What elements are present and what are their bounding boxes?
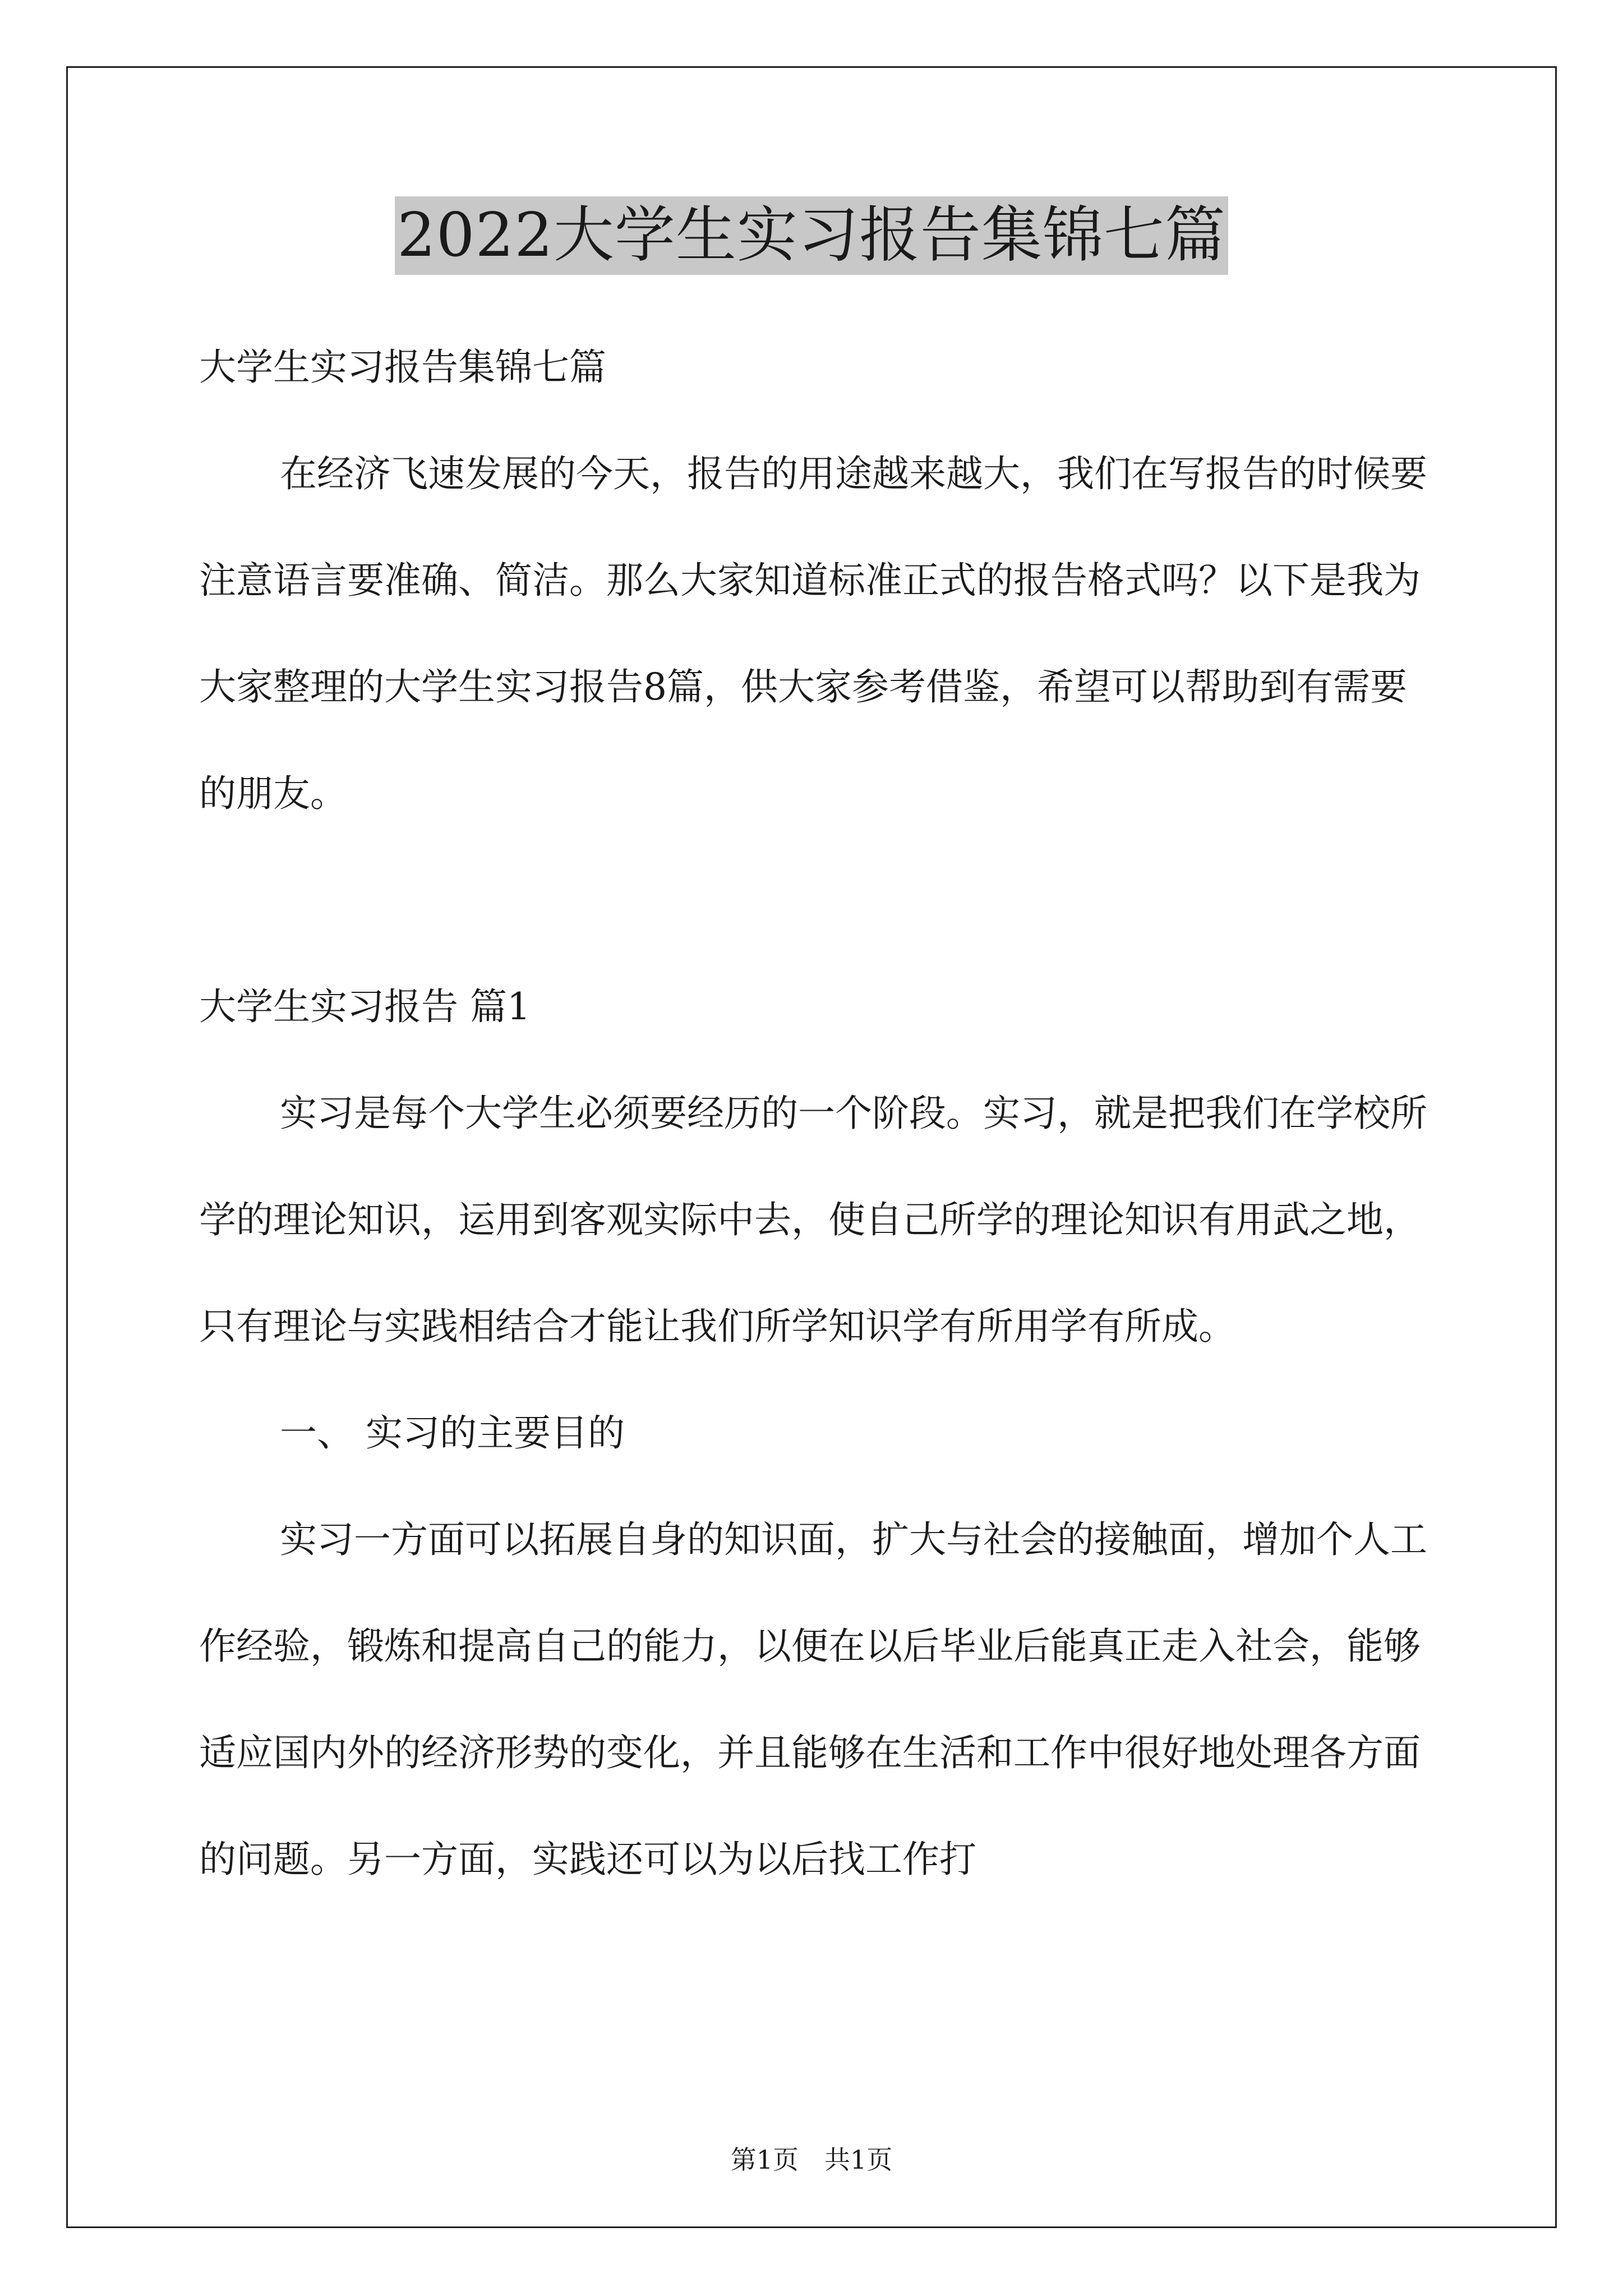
paragraph-gap	[199, 847, 1436, 954]
body-paragraph-1: 实习是每个大学生必须要经历的一个阶段。实习，就是把我们在学校所学的理论知识，运用到客观实际中去，使自己所学的理论知识有用武之地，只有理论与实践相结合才能让我们所学知识学有所用学有所成。	[199, 1092, 1427, 1348]
document-subtitle: 大学生实习报告集锦七篇	[199, 346, 606, 389]
intro-paragraph: 在经济飞速发展的今天，报告的用途越来越大，我们在写报告的时候要注意语言要准确、简洁。那么大家知道标准正式的报告格式吗？以下是我为大家整理的大学生实习报告8篇，供大家参考借鉴，希望可以帮助到有需要的朋友。	[199, 452, 1427, 815]
title-container	[0, 196, 1623, 275]
document-title: 2022大学生实习报告集锦七篇	[395, 196, 1228, 275]
body-paragraph-2: 实习一方面可以拓展自身的知识面，扩大与社会的接触面，增加个人工作经验，锻炼和提高自己的能力，以便在以后毕业后能真正走入社会，能够适应国内外的经济形势的变化，并且能够在生活和工作中很好地处理各方面的问题。另一方面，实践还可以为以后找工作打	[199, 1518, 1427, 1881]
page-footer: 第1页 共1页	[730, 2145, 893, 2175]
document-body	[199, 314, 1436, 1913]
sub-heading: 一、 实习的主要目的	[280, 1411, 625, 1455]
section-heading: 大学生实习报告 篇1	[199, 985, 531, 1028]
